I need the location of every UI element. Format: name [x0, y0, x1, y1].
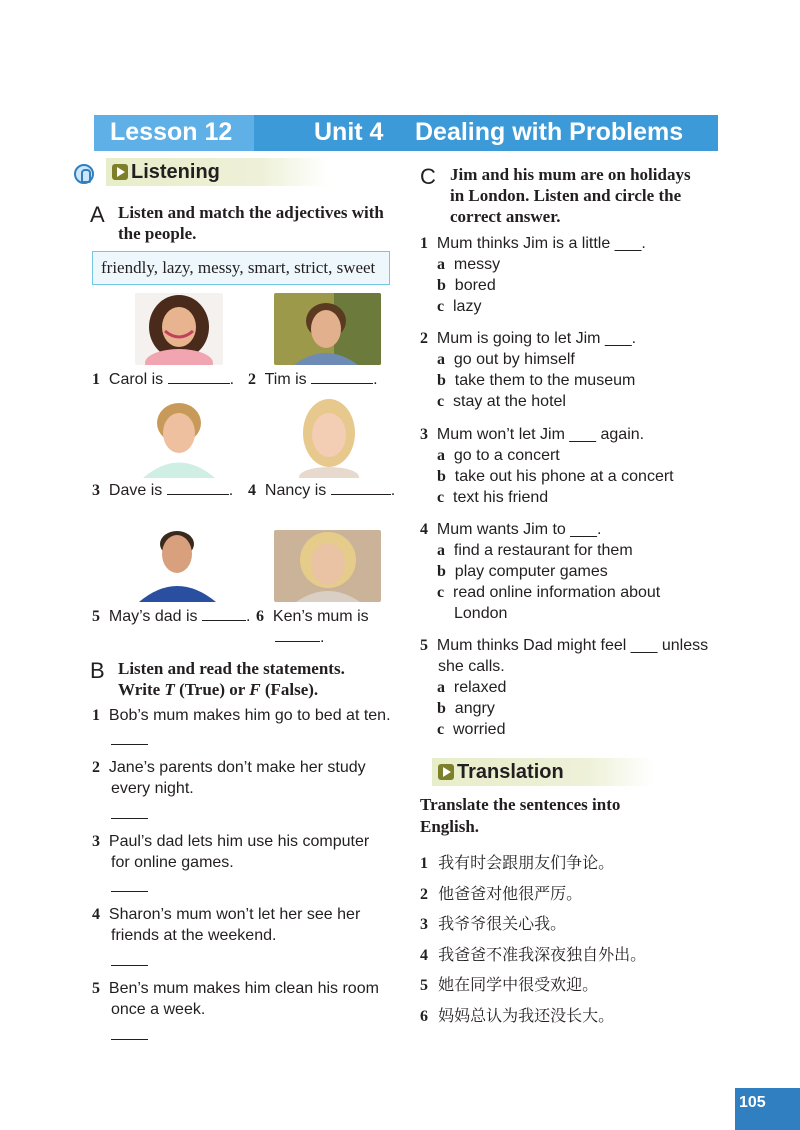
word-box-text: friendly, lazy, messy, smart, strict, sweet [101, 258, 376, 277]
section-c-instruction [450, 164, 740, 227]
section-b-instruction [118, 658, 398, 700]
statement-3-line1: Paul’s dad lets him use his computer [108, 833, 370, 850]
lesson-label: Lesson 12 [110, 118, 233, 146]
translation-item [420, 970, 740, 1001]
item-a-6: 6 Ken’s mum is . [256, 608, 369, 646]
false-letter: F [249, 680, 261, 699]
translation-tab [432, 758, 654, 786]
option-b-label: b [437, 468, 446, 485]
statement-3-line2: for online games. [111, 854, 234, 871]
option-c-label: c [437, 393, 445, 410]
item-a-2-num: 2 [248, 371, 256, 388]
translation-item [420, 879, 740, 910]
statement-1 [92, 705, 402, 726]
question-5-num: 5 [420, 637, 428, 654]
statement-4-num: 4 [92, 906, 100, 923]
section-c-letter: C [420, 164, 436, 189]
question-3-option-c[interactable] [420, 487, 740, 508]
question-5-text-line2: she calls. [438, 658, 505, 675]
option-c-label: c [437, 298, 445, 315]
option-b-label: b [437, 700, 446, 717]
translation-item-num: 1 [420, 855, 428, 872]
section-a-instruction: Listen and match the adjectives with the people. [118, 203, 384, 243]
item-a-3: 3 Dave is . [92, 482, 234, 499]
item-a-6-text: Ken’s mum is [272, 608, 369, 625]
item-a-1-num: 1 [92, 371, 100, 388]
answer-blank[interactable] [202, 620, 246, 621]
question-2 [420, 328, 740, 412]
translation-item-num: 2 [420, 885, 428, 903]
question-5-option-c[interactable] [420, 719, 740, 740]
translation-item [420, 909, 740, 940]
option-c-label: c [437, 489, 445, 506]
play-icon [112, 164, 128, 180]
section-c-instruction-line3: correct answer. [450, 207, 561, 226]
statement-5 [92, 978, 402, 1020]
question-4-num: 4 [420, 521, 428, 538]
answer-blank[interactable] [275, 641, 320, 642]
translation-item-num: 5 [420, 977, 428, 994]
option-a-text: go to a concert [453, 447, 560, 464]
question-2-option-b[interactable] [420, 370, 740, 391]
question-3-text: Mum won’t let Jim ___ again. [436, 426, 645, 443]
question-4-option-c[interactable] [420, 582, 740, 603]
option-c-text-line2: London [454, 605, 508, 622]
option-c-text: lazy [453, 298, 482, 315]
item-a-2-text: Tim is [264, 371, 307, 388]
option-c-text: stay at the hotel [453, 393, 566, 410]
option-a-label: a [437, 542, 445, 559]
statement-2-num: 2 [92, 759, 100, 776]
translation-item-text: 我有时会跟朋友们争论。 [438, 853, 615, 872]
translation-instruction-line2: English. [420, 817, 480, 836]
statement-5-line1: Ben’s mum makes him clean his room [108, 980, 379, 997]
section-b-instruction-line2 [118, 679, 398, 700]
statement-5-line2: once a week. [111, 1001, 206, 1018]
option-c-label: c [437, 721, 445, 738]
false-label: (False). [260, 680, 319, 699]
question-4-option-b[interactable] [420, 561, 740, 582]
question-1-text: Mum thinks Jim is a little ___. [436, 235, 646, 252]
lesson-banner [94, 115, 718, 151]
statement-4 [92, 904, 402, 946]
question-2-num: 2 [420, 330, 428, 347]
item-a-5: 5 May’s dad is . [92, 608, 251, 625]
option-b-text: take out his phone at a concert [454, 468, 674, 485]
statement-4-line2: friends at the weekend. [111, 927, 277, 944]
question-5-option-a[interactable] [420, 677, 740, 698]
page-number-box [735, 1088, 800, 1130]
translation-item-num: 4 [420, 946, 428, 964]
item-a-6-num: 6 [256, 608, 264, 625]
photo-tim [274, 293, 381, 365]
question-1-option-c[interactable] [420, 296, 740, 317]
true-label: (True) or [174, 680, 250, 699]
word-box [92, 251, 390, 285]
statement-3 [92, 831, 402, 873]
question-2-option-a[interactable] [420, 349, 740, 370]
option-c-label: c [437, 584, 445, 601]
item-a-4-num: 4 [248, 482, 256, 499]
option-c-text: text his friend [453, 489, 549, 506]
question-4-text: Mum wants Jim to ___. [436, 521, 602, 538]
question-5-option-b[interactable] [420, 698, 740, 719]
question-1 [420, 233, 740, 317]
photo-nancy [289, 395, 369, 478]
item-a-4-text: Nancy is [264, 482, 327, 499]
question-3-option-a[interactable] [420, 445, 740, 466]
section-c-instruction-line2: in London. Listen and circle the [450, 186, 682, 205]
translation-item [420, 1001, 740, 1032]
option-b-text: take them to the museum [454, 372, 636, 389]
item-a-5-num: 5 [92, 608, 100, 625]
answer-line[interactable] [111, 891, 148, 892]
translation-instruction-line1: Translate the sentences into [420, 795, 621, 814]
question-1-option-b[interactable] [420, 275, 740, 296]
question-4-option-a[interactable] [420, 540, 740, 561]
translation-item [420, 940, 740, 971]
option-a-label: a [437, 679, 445, 696]
option-b-label: b [437, 563, 446, 580]
option-b-text: bored [454, 277, 496, 294]
option-a-text: go out by himself [453, 351, 575, 368]
answer-blank[interactable] [311, 383, 373, 384]
statement-2 [92, 757, 402, 799]
item-a-1: 1 Carol is . [92, 371, 235, 388]
translation-item [420, 848, 740, 879]
translation-item-text: 她在同学中很受欢迎。 [438, 975, 599, 994]
answer-line[interactable] [111, 965, 148, 966]
translation-item-num: 3 [420, 916, 428, 933]
question-1-option-a[interactable] [420, 254, 740, 275]
statement-2-line1: Jane’s parents don’t make her study [108, 759, 366, 776]
photo-carol [135, 293, 223, 365]
answer-line[interactable] [111, 1039, 148, 1040]
question-3 [420, 424, 740, 508]
listening-tab [106, 158, 328, 186]
statement-4-line1: Sharon’s mum won’t let her see her [108, 906, 361, 923]
play-icon [438, 764, 454, 780]
option-a-text: find a restaurant for them [453, 542, 633, 559]
write-label: Write [118, 680, 165, 699]
question-4 [420, 519, 740, 624]
question-5-text: Mum thinks Dad might feel ___ unless [436, 637, 709, 654]
question-5 [420, 635, 740, 740]
option-b-text: play computer games [454, 563, 608, 580]
option-c-text: worried [453, 721, 506, 738]
question-1-num: 1 [420, 235, 428, 252]
listening-tab-label: Listening [131, 161, 220, 183]
item-a-5-text: May’s dad is [108, 608, 198, 625]
translation-tab-label: Translation [457, 761, 564, 783]
item-a-3-text: Dave is [108, 482, 163, 499]
photo-dave [135, 395, 223, 478]
option-a-text: relaxed [453, 679, 507, 696]
translation-item-num: 6 [420, 1007, 428, 1025]
option-b-label: b [437, 277, 446, 294]
translation-instruction [420, 794, 720, 838]
statement-3-num: 3 [92, 833, 100, 850]
photo-kens-mum [274, 530, 381, 602]
option-a-label: a [437, 447, 445, 464]
statement-1-text: Bob’s mum makes him go to bed at ten. [108, 707, 391, 724]
answer-line[interactable] [111, 818, 148, 819]
item-a-4: 4 Nancy is . [248, 482, 396, 499]
unit-label: Unit 4 [314, 118, 384, 146]
option-a-text: messy [453, 256, 501, 273]
photo-mays-dad [135, 524, 220, 602]
translation-item-text: 妈妈总认为我还没长大。 [438, 1005, 615, 1025]
section-b-letter: B [90, 658, 105, 683]
translation-item-text: 我爷爷很关心我。 [438, 914, 567, 933]
translation-item-text: 我爸爸不准我深夜独自外出。 [438, 944, 647, 964]
statement-2-line2: every night. [111, 780, 194, 797]
answer-line[interactable] [111, 744, 148, 745]
question-3-option-b[interactable] [420, 466, 740, 487]
translation-item-text: 他爸爸对他很严厉。 [438, 883, 583, 903]
item-a-1-text: Carol is [108, 371, 164, 388]
option-b-label: b [437, 372, 446, 389]
section-c-instruction-line1: Jim and his mum are on holidays [450, 165, 691, 184]
section-a-letter: A [90, 202, 105, 227]
option-c-text: read online information about [453, 584, 661, 601]
statement-1-num: 1 [92, 707, 100, 724]
statement-5-num: 5 [92, 980, 100, 997]
item-a-2: 2 Tim is . [248, 371, 378, 388]
option-a-label: a [437, 351, 445, 368]
section-b-instruction-line1: Listen and read the statements. [118, 659, 345, 678]
question-2-text: Mum is going to let Jim ___. [436, 330, 637, 347]
headphones-icon [74, 164, 94, 184]
unit-title: Dealing with Problems [415, 118, 684, 146]
question-3-num: 3 [420, 426, 428, 443]
answer-blank[interactable] [331, 494, 391, 495]
page-number: 105 [739, 1094, 766, 1111]
option-b-text: angry [454, 700, 495, 717]
option-a-label: a [437, 256, 445, 273]
translation-list [420, 848, 740, 1031]
question-2-option-c[interactable] [420, 391, 740, 412]
answer-blank[interactable] [168, 383, 230, 384]
true-letter: T [164, 680, 175, 699]
answer-blank[interactable] [167, 494, 229, 495]
item-a-3-num: 3 [92, 482, 100, 499]
